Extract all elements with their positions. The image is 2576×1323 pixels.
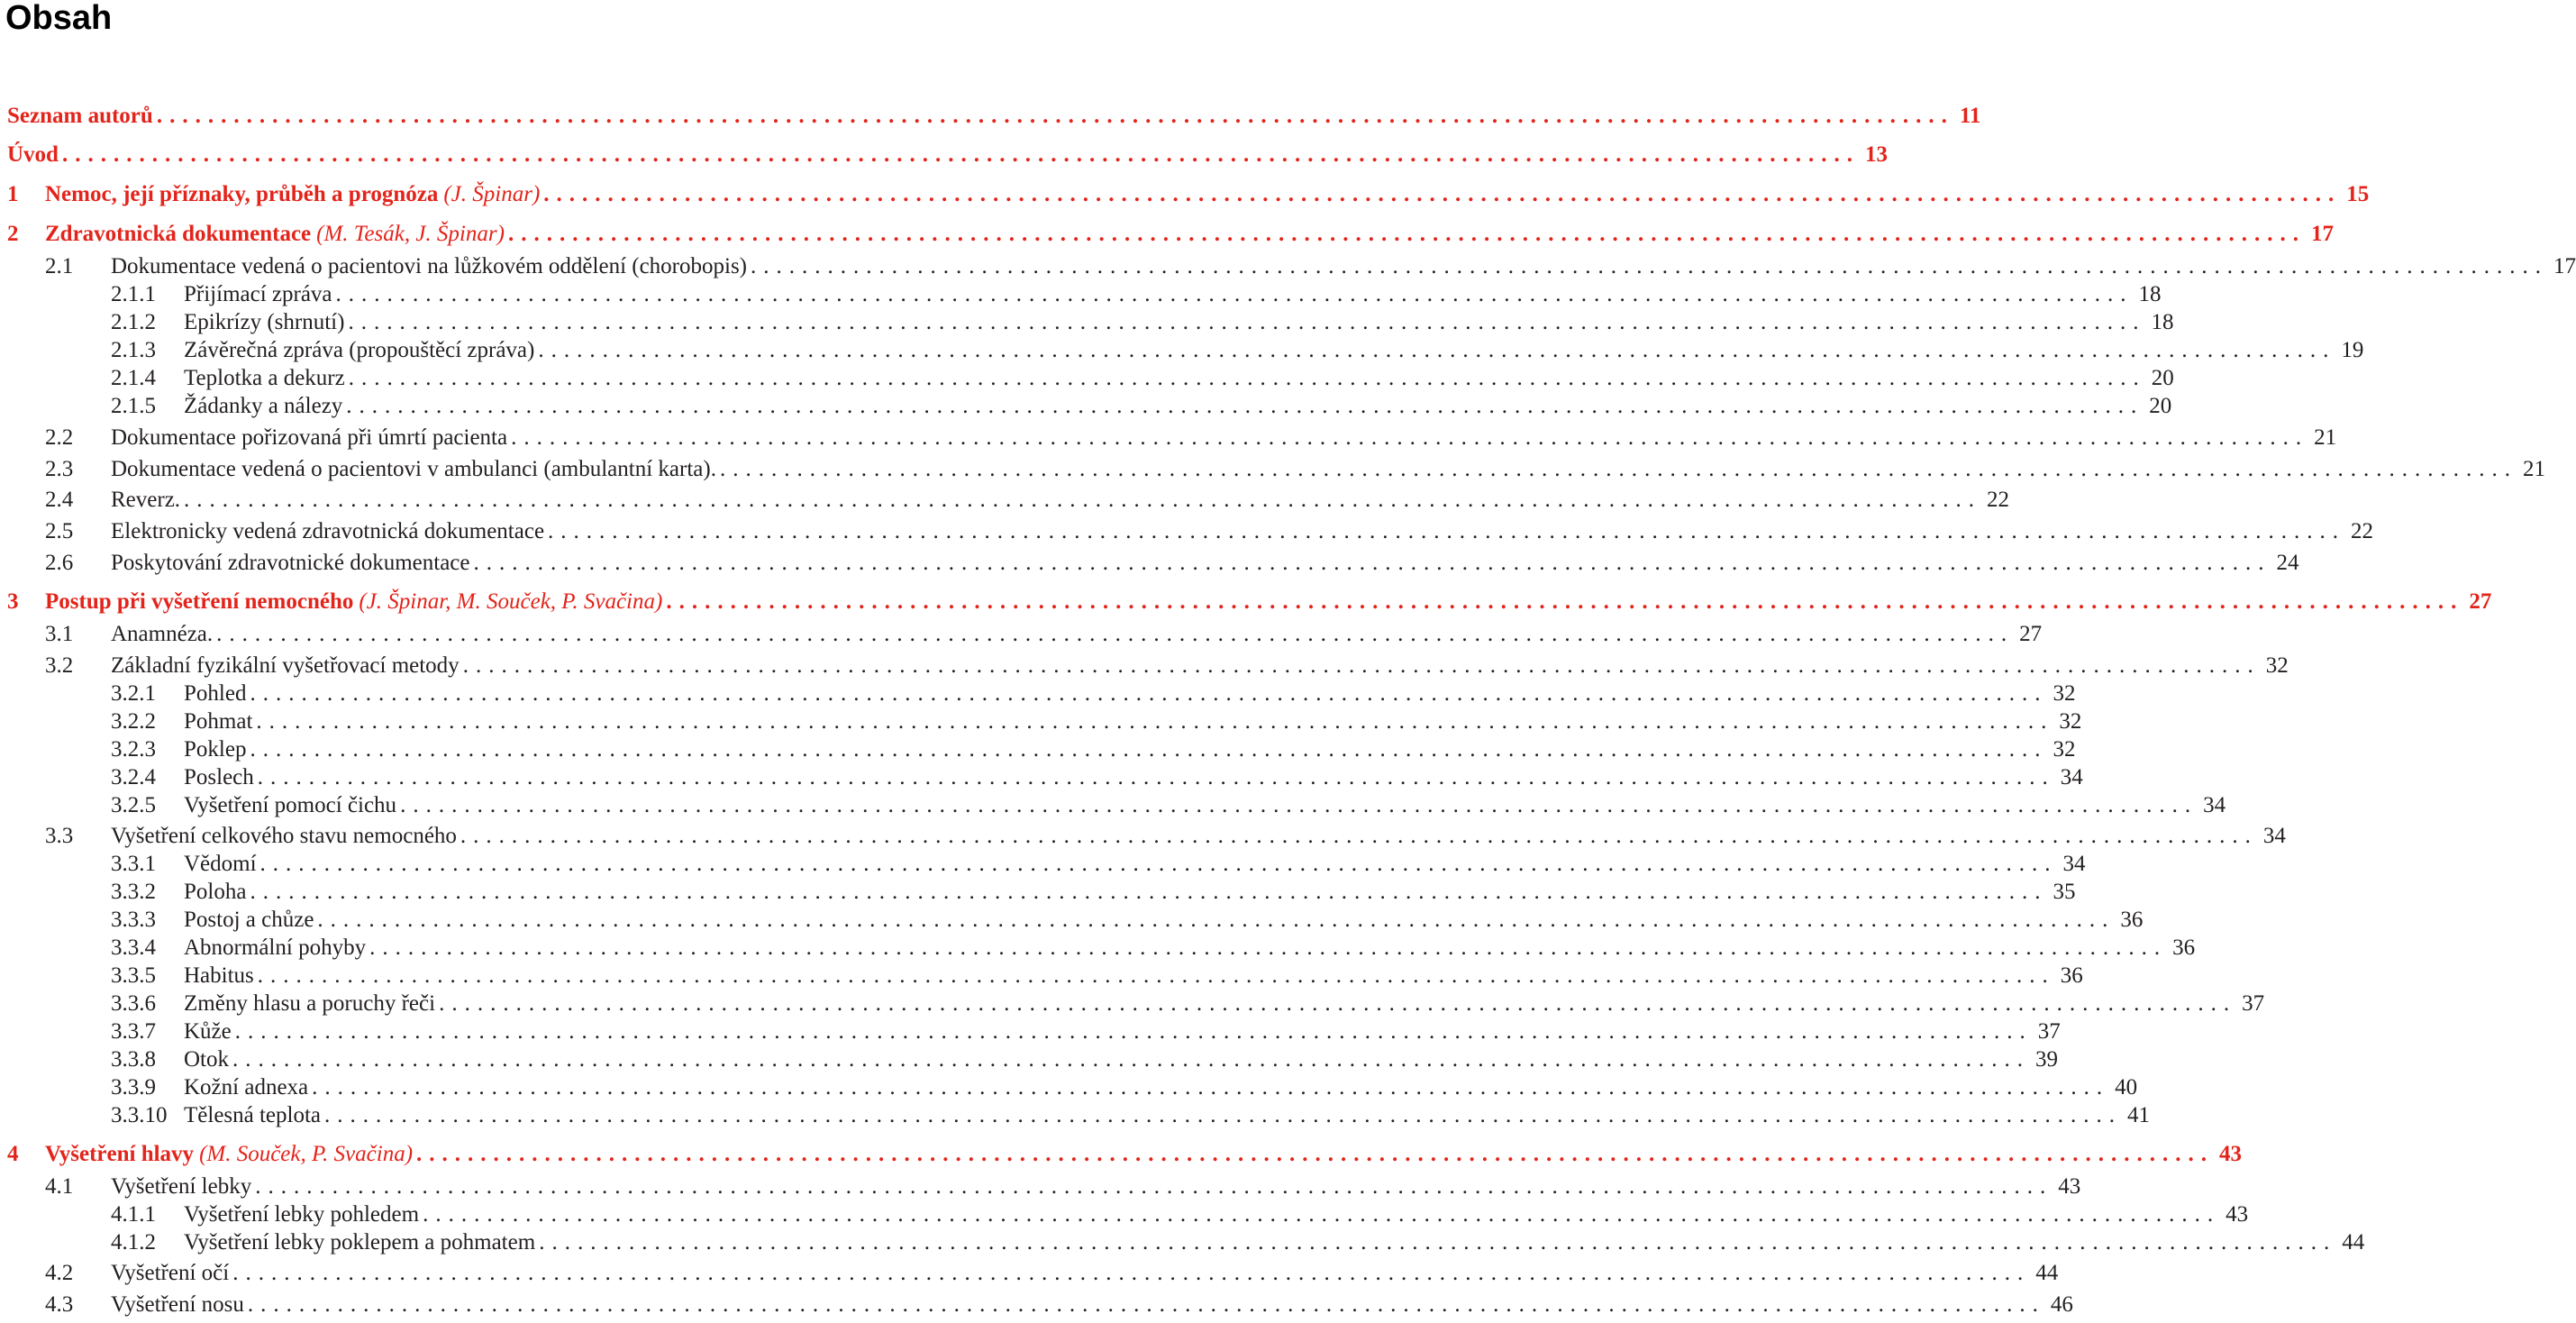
toc-entry-title: Poskytování zdravotnické dokumentace bbox=[111, 551, 470, 575]
toc-entry-number: 3.3.9 bbox=[111, 1075, 156, 1099]
dot-leader: ............................................................................................................................................ bbox=[719, 457, 2517, 481]
toc-entry-title: Kůže bbox=[184, 1019, 232, 1044]
toc-page-number: 34 bbox=[2060, 765, 2083, 789]
toc-subsection[interactable] bbox=[0, 281, 2162, 308]
toc-page-number: 36 bbox=[2120, 908, 2144, 932]
toc-entry-title: Závěrečná zpráva (propouštěcí zpráva) bbox=[184, 338, 535, 362]
toc-entry-title: Základní fyzikální vyšetřovací metody bbox=[111, 653, 460, 678]
toc-page-number: 43 bbox=[2219, 1142, 2243, 1166]
toc-subsection[interactable] bbox=[0, 708, 2082, 735]
dot-leader: ............................................................................................................................................ bbox=[317, 908, 2116, 932]
dot-leader: ............................................................................................................................................ bbox=[232, 1047, 2030, 1072]
toc-entry-title: Poslech bbox=[184, 765, 254, 789]
toc-entry-number: 3.1 bbox=[45, 622, 74, 646]
toc-page-number: 34 bbox=[2262, 824, 2286, 848]
toc-entry-number: 3.3 bbox=[45, 824, 74, 848]
dot-leader: ............................................................................................................................................ bbox=[416, 1142, 2215, 1166]
toc-entry-number: 4 bbox=[7, 1142, 19, 1166]
toc-entry-title: Pohled bbox=[184, 681, 247, 706]
toc-entry-number: 3.2.3 bbox=[111, 737, 156, 762]
dot-leader: ............................................................................................................................................ bbox=[473, 551, 2271, 575]
toc-chapter[interactable] bbox=[0, 589, 2492, 616]
toc-subsection[interactable] bbox=[0, 792, 2226, 819]
dot-leader: ............................................................................................................................................ bbox=[232, 1261, 2031, 1285]
toc-section[interactable] bbox=[0, 424, 2337, 452]
toc-subsection[interactable] bbox=[0, 907, 2144, 934]
toc-entry-title: Tělesná teplota bbox=[184, 1103, 322, 1127]
toc-entry-number: 3.3.1 bbox=[111, 852, 156, 876]
toc-section[interactable] bbox=[0, 823, 2286, 850]
toc-entry-title: Anamnéza. bbox=[111, 622, 214, 646]
dot-leader: ............................................................................................................................................ bbox=[423, 1202, 2221, 1227]
toc-entry-title: Epikrízy (shrnutí) bbox=[184, 310, 345, 334]
toc-page-number: 27 bbox=[2469, 589, 2492, 614]
dot-leader: ............................................................................................................................................ bbox=[234, 1019, 2033, 1044]
dot-leader: ............................................................................................................................................ bbox=[250, 737, 2048, 762]
toc-entry-number: 2.1.2 bbox=[111, 310, 156, 334]
toc-entry-number: 3.3.5 bbox=[111, 963, 156, 988]
toc-subsection[interactable] bbox=[0, 680, 2076, 707]
toc-chapter[interactable] bbox=[0, 1141, 2243, 1168]
toc-page-number: 39 bbox=[2035, 1047, 2058, 1072]
toc-page-number: 22 bbox=[1987, 488, 2010, 512]
toc-section[interactable] bbox=[0, 550, 2299, 577]
toc-section[interactable] bbox=[0, 456, 2545, 483]
toc-page-number: 41 bbox=[2127, 1103, 2151, 1127]
toc-entry-title: Žádanky a nálezy bbox=[184, 394, 343, 418]
toc-entry-number: 3.2.1 bbox=[111, 681, 156, 706]
toc-page-number: 34 bbox=[2062, 852, 2086, 876]
toc-page-number: 32 bbox=[2265, 653, 2289, 678]
toc-entry-title: Reverz. bbox=[111, 488, 181, 512]
toc-page-number: 11 bbox=[1959, 104, 1981, 128]
toc-section[interactable] bbox=[0, 1173, 2081, 1200]
toc-entry-authors: (M. Souček, P. Svačina) bbox=[199, 1142, 414, 1166]
toc-entry-number: 3.3.8 bbox=[111, 1047, 156, 1072]
toc-subsection[interactable] bbox=[0, 393, 2172, 420]
toc-entry-number: 2.1.1 bbox=[111, 282, 156, 306]
dot-leader: ............................................................................................................................................ bbox=[216, 622, 2015, 646]
toc-entry-title: Dokumentace pořizovaná při úmrtí pacienta bbox=[111, 425, 508, 450]
toc-subsection[interactable] bbox=[0, 851, 2086, 878]
toc-subsection[interactable] bbox=[0, 337, 2364, 364]
page-title: Obsah bbox=[5, 0, 113, 37]
toc-entry-title: Dokumentace vedená o pacientovi na lůžkovém oddělení (chorobopis) bbox=[111, 254, 748, 278]
toc-page-number: 32 bbox=[2053, 737, 2076, 762]
toc-entry-title: Otok bbox=[184, 1047, 229, 1072]
toc-chapter[interactable] bbox=[0, 141, 1888, 169]
toc-subsection[interactable] bbox=[0, 990, 2265, 1017]
toc-entry-title: Vyšetření hlavy bbox=[45, 1142, 195, 1166]
toc-entry-title: Poloha bbox=[184, 880, 247, 904]
toc-entry-number: 2 bbox=[7, 222, 19, 246]
toc-entry-authors: (J. Špinar) bbox=[443, 182, 541, 206]
toc-subsection[interactable] bbox=[0, 736, 2076, 763]
dot-leader: ............................................................................................................................................ bbox=[156, 104, 1954, 128]
dot-leader: ............................................................................................................................................ bbox=[335, 282, 2134, 306]
toc-entry-number: 3.3.10 bbox=[111, 1103, 168, 1127]
toc-entry-authors: (M. Tesák, J. Špinar) bbox=[316, 222, 505, 246]
toc-page-number: 35 bbox=[2053, 880, 2076, 904]
toc-entry-title: Seznam autorů bbox=[7, 104, 153, 128]
toc-page-number: 17 bbox=[2310, 222, 2334, 246]
toc-entry-number: 3.2.2 bbox=[111, 709, 156, 734]
toc-entry-number: 4.1 bbox=[45, 1174, 74, 1199]
toc-entry-title: Poklep bbox=[184, 737, 247, 762]
toc-entry-number: 3.3.3 bbox=[111, 908, 156, 932]
toc-subsection[interactable] bbox=[0, 764, 2083, 791]
toc-entry-authors: (J. Špinar, M. Souček, P. Svačina) bbox=[359, 589, 663, 614]
toc-entry-title: Nemoc, její příznaky, průběh a prognóza bbox=[45, 182, 439, 206]
toc-entry-title: Postoj a chůze bbox=[184, 908, 314, 932]
dot-leader: ............................................................................................................................................ bbox=[369, 935, 2168, 960]
dot-leader: ............................................................................................................................................ bbox=[543, 182, 2342, 206]
toc-section[interactable] bbox=[0, 518, 2374, 545]
toc-entry-title: Vyšetření nosu bbox=[111, 1292, 244, 1317]
toc-page-number: 20 bbox=[2149, 394, 2172, 418]
toc-entry-number: 3.2.4 bbox=[111, 765, 156, 789]
toc-entry-title: Přijímací zpráva bbox=[184, 282, 332, 306]
toc-page-number: 37 bbox=[2037, 1019, 2061, 1044]
dot-leader: ............................................................................................................................................ bbox=[312, 1075, 2110, 1099]
dot-leader: ............................................................................................................................................ bbox=[256, 709, 2054, 734]
toc-entry-number: 2.2 bbox=[45, 425, 74, 450]
toc-entry-title: Postup při vyšetření nemocného bbox=[45, 589, 354, 614]
toc-entry-number: 4.3 bbox=[45, 1292, 74, 1317]
toc-entry-title: Vyšetření lebky bbox=[111, 1174, 252, 1199]
toc-subsection[interactable] bbox=[0, 1102, 2151, 1129]
dot-leader: ............................................................................................................................................ bbox=[538, 338, 2336, 362]
toc-entry-number: 2.1.4 bbox=[111, 366, 156, 390]
toc-subsection[interactable] bbox=[0, 365, 2174, 392]
toc-entry-number: 3.3.6 bbox=[111, 991, 156, 1016]
dot-leader: ............................................................................................................................................ bbox=[751, 254, 2549, 278]
toc-page-number: 46 bbox=[2050, 1292, 2073, 1317]
dot-leader: ............................................................................................................................................ bbox=[400, 793, 2198, 817]
toc-page-number: 15 bbox=[2346, 182, 2370, 206]
toc-page-number: 22 bbox=[2351, 519, 2374, 543]
toc-entry-number: 3.3.7 bbox=[111, 1019, 156, 1044]
toc-entry-title: Vyšetření pomocí čichu bbox=[184, 793, 397, 817]
dot-leader: ............................................................................................................................................ bbox=[348, 366, 2146, 390]
dot-leader: ............................................................................................................................................ bbox=[324, 1103, 2123, 1127]
toc-page-number: 32 bbox=[2059, 709, 2082, 734]
toc-subsection[interactable] bbox=[0, 1201, 2249, 1228]
toc-page-number: 43 bbox=[2058, 1174, 2081, 1199]
toc-section[interactable] bbox=[0, 621, 2043, 648]
dot-leader: ............................................................................................................................................ bbox=[348, 310, 2146, 334]
toc-entry-title: Vědomí bbox=[184, 852, 257, 876]
toc-section[interactable] bbox=[0, 1260, 2059, 1287]
toc-page-number: 32 bbox=[2053, 681, 2076, 706]
dot-leader: ............................................................................................................................................ bbox=[250, 681, 2048, 706]
toc-entry-number: 4.1.1 bbox=[111, 1202, 156, 1227]
toc-entry-number: 3.3.2 bbox=[111, 880, 156, 904]
toc-entry-title: Změny hlasu a poruchy řeči bbox=[184, 991, 436, 1016]
toc-page-number: 17 bbox=[2553, 254, 2576, 278]
toc-entry-title: Kožní adnexa bbox=[184, 1075, 309, 1099]
dot-leader: ............................................................................................................................................ bbox=[255, 1174, 2053, 1199]
dot-leader: ............................................................................................................................................ bbox=[507, 222, 2306, 246]
toc-entry-number: 2.4 bbox=[45, 488, 74, 512]
toc-entry-number: 2.1.3 bbox=[111, 338, 156, 362]
toc-page-number: 34 bbox=[2203, 793, 2226, 817]
dot-leader: ............................................................................................................................................ bbox=[61, 142, 1860, 167]
toc-page-number: 36 bbox=[2172, 935, 2196, 960]
toc-entry-number: 3.3.4 bbox=[111, 935, 156, 960]
toc-entry-title: Dokumentace vedená o pacientovi v ambulanci (ambulantní karta). bbox=[111, 457, 716, 481]
dot-leader: ............................................................................................................................................ bbox=[460, 824, 2258, 848]
toc-entry-title: Pohmat bbox=[184, 709, 253, 734]
toc-entry-number: 3.2 bbox=[45, 653, 74, 678]
toc-entry-number: 2.1 bbox=[45, 254, 74, 278]
dot-leader: ............................................................................................................................................ bbox=[666, 589, 2464, 614]
toc-page-number: 43 bbox=[2226, 1202, 2249, 1227]
toc-page-number: 20 bbox=[2151, 366, 2174, 390]
toc-entry-number: 3 bbox=[7, 589, 19, 614]
toc-page-number: 37 bbox=[2242, 991, 2265, 1016]
toc-section[interactable] bbox=[0, 1291, 2073, 1318]
toc-page-number: 27 bbox=[2019, 622, 2043, 646]
dot-leader: ............................................................................................................................................ bbox=[511, 425, 2309, 450]
toc-page-number: 18 bbox=[2151, 310, 2174, 334]
dot-leader: ............................................................................................................................................ bbox=[439, 991, 2237, 1016]
toc-entry-number: 2.6 bbox=[45, 551, 74, 575]
toc-entry-number: 2.5 bbox=[45, 519, 74, 543]
dot-leader: ............................................................................................................................................ bbox=[250, 880, 2048, 904]
toc-entry-title: Habitus bbox=[184, 963, 254, 988]
toc-entry-number: 1 bbox=[7, 182, 19, 206]
toc-subsection[interactable] bbox=[0, 1229, 2365, 1256]
toc-page-number: 36 bbox=[2060, 963, 2083, 988]
toc-entry-title: Zdravotnická dokumentace bbox=[45, 222, 312, 246]
toc-subsection[interactable] bbox=[0, 963, 2083, 990]
toc-page-number: 21 bbox=[2522, 457, 2545, 481]
toc-page-number: 44 bbox=[2342, 1230, 2365, 1255]
toc-chapter[interactable] bbox=[0, 181, 2370, 208]
dot-leader: ............................................................................................................................................ bbox=[346, 394, 2144, 418]
dot-leader: ............................................................................................................................................ bbox=[539, 1230, 2337, 1255]
dot-leader: ............................................................................................................................................ bbox=[257, 765, 2055, 789]
toc-page-number: 19 bbox=[2341, 338, 2364, 362]
dot-leader: ............................................................................................................................................ bbox=[257, 963, 2055, 988]
dot-leader: ............................................................................................................................................ bbox=[184, 488, 1982, 512]
toc-page-number: 44 bbox=[2035, 1261, 2059, 1285]
toc-page-number: 24 bbox=[2276, 551, 2299, 575]
dot-leader: ............................................................................................................................................ bbox=[462, 653, 2261, 678]
toc-subsection[interactable] bbox=[0, 1046, 2058, 1073]
toc-chapter[interactable] bbox=[0, 103, 1981, 130]
toc-section[interactable] bbox=[0, 652, 2289, 680]
toc-entry-number: 3.2.5 bbox=[111, 793, 156, 817]
toc-section[interactable] bbox=[0, 487, 2010, 514]
dot-leader: ............................................................................................................................................ bbox=[259, 852, 2058, 876]
toc-entry-number: 4.1.2 bbox=[111, 1230, 156, 1255]
toc-entry-title: Úvod bbox=[7, 142, 59, 167]
toc-entry-title: Teplotka a dekurz bbox=[184, 366, 345, 390]
toc-entry-title: Vyšetření lebky pohledem bbox=[184, 1202, 420, 1227]
dot-leader: ............................................................................................................................................ bbox=[548, 519, 2346, 543]
toc-entry-title: Vyšetření očí bbox=[111, 1261, 230, 1285]
toc-section[interactable] bbox=[0, 253, 2576, 280]
toc-page-number: 18 bbox=[2138, 282, 2162, 306]
toc-entry-number: 2.3 bbox=[45, 457, 74, 481]
toc-entry-number: 2.1.5 bbox=[111, 394, 156, 418]
toc-entry-title: Vyšetření lebky poklepem a pohmatem bbox=[184, 1230, 536, 1255]
toc-entry-title: Abnormální pohyby bbox=[184, 935, 367, 960]
toc-page-number: 40 bbox=[2115, 1075, 2138, 1099]
toc-subsection[interactable] bbox=[0, 935, 2196, 962]
toc-subsection[interactable] bbox=[0, 1074, 2138, 1101]
toc-subsection[interactable] bbox=[0, 879, 2076, 906]
dot-leader: ............................................................................................................................................ bbox=[247, 1292, 2045, 1317]
toc-entry-title: Elektronicky vedená zdravotnická dokumentace bbox=[111, 519, 545, 543]
toc-entry-number: 4.2 bbox=[45, 1261, 74, 1285]
toc-entry-title: Vyšetření celkového stavu nemocného bbox=[111, 824, 457, 848]
toc-subsection[interactable] bbox=[0, 309, 2174, 336]
toc-subsection[interactable] bbox=[0, 1018, 2061, 1045]
toc-chapter[interactable] bbox=[0, 221, 2334, 248]
toc-page-number: 21 bbox=[2314, 425, 2337, 450]
toc-page-number: 13 bbox=[1864, 142, 1888, 167]
